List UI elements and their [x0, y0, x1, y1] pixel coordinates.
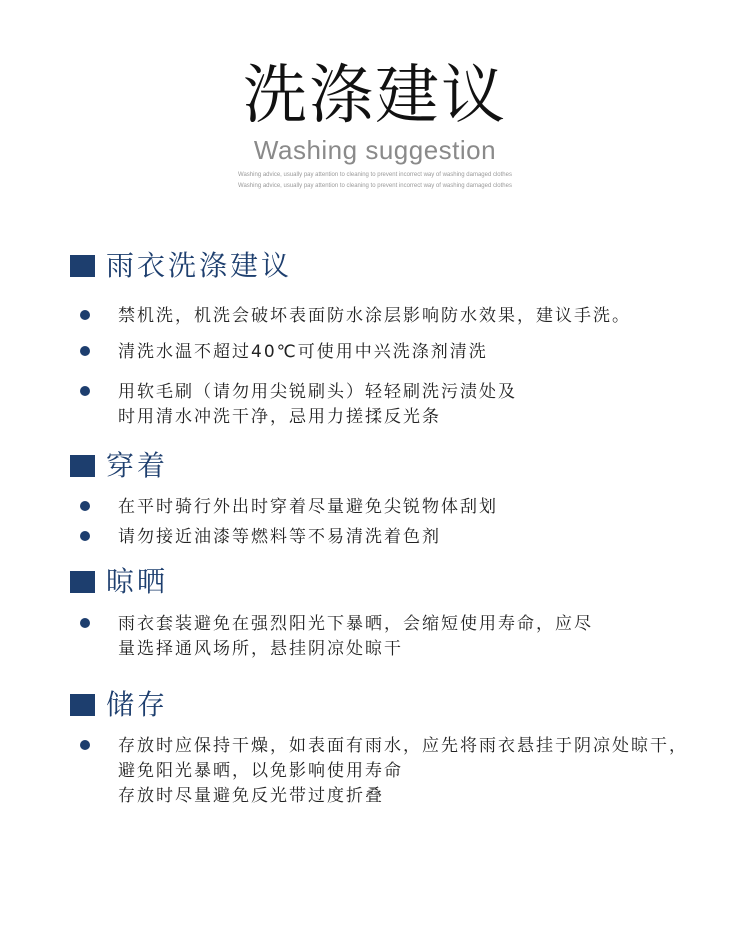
list-item-text: 禁机洗，机洗会破坏表面防水涂层影响防水效果，建议手洗。	[118, 306, 631, 326]
fine-print-line-2: Washing advice, usually pay attention to cleaning to prevent incorrect way of washing damaged clothes	[238, 183, 512, 189]
page-subtitle: Washing suggestion	[253, 135, 497, 165]
list-item	[80, 495, 740, 520]
section-title: 储存	[106, 688, 169, 721]
list-item-text: 量选择通风场所，悬挂阴凉处晾干	[118, 639, 403, 659]
section-title: 晾晒	[106, 565, 169, 598]
list-item-text: 在平时骑行外出时穿着尽量避免尖锐物体刮划	[118, 497, 498, 517]
fine-print-line-1: Washing advice, usually pay attention to cleaning to prevent incorrect way of washing damaged clothes	[238, 172, 512, 178]
section-title: 穿着	[106, 449, 169, 482]
list-item	[80, 734, 740, 809]
section-heading-storage	[70, 688, 168, 722]
list-item	[80, 340, 740, 365]
bullet-dot-icon	[80, 501, 90, 511]
section-heading-raincoat-washing	[70, 249, 292, 283]
bullet-dot-icon	[80, 618, 90, 628]
list-item	[80, 380, 740, 430]
list-item	[80, 612, 740, 662]
list-item	[80, 525, 740, 550]
list-item-text: 时用清水冲洗干净，忌用力搓揉反光条	[118, 407, 441, 427]
bullet-dot-icon	[80, 346, 90, 356]
list-item-text: 存放时尽量避免反光带过度折叠	[118, 786, 384, 806]
list-item-text: 避免阳光暴晒，以免影响使用寿命	[118, 761, 403, 781]
section-heading-drying	[70, 565, 168, 599]
bullet-dot-icon	[80, 740, 90, 750]
section-marker-icon	[70, 455, 95, 477]
list-item-text: 用软毛刷（请勿用尖锐刷头）轻轻刷洗污渍处及	[118, 382, 517, 402]
list-item-text: 请勿接近油漆等燃料等不易清洗着色剂	[118, 527, 441, 547]
bullet-dot-icon	[80, 310, 90, 320]
section-title: 雨衣洗涤建议	[106, 249, 293, 282]
section-marker-icon	[70, 571, 95, 593]
list-item	[80, 304, 740, 329]
bullet-dot-icon	[80, 531, 90, 541]
list-item-text: 清洗水温不超过40℃可使用中兴洗涤剂清洗	[118, 342, 488, 362]
list-item-text: 雨衣套装避免在强烈阳光下暴晒，会缩短使用寿命，应尽	[118, 614, 593, 634]
section-marker-icon	[70, 255, 95, 277]
section-heading-wearing	[70, 449, 168, 483]
section-marker-icon	[70, 694, 95, 716]
list-item-text: 存放时应保持干燥，如表面有雨水，应先将雨衣悬挂于阴凉处晾干，	[118, 736, 688, 756]
bullet-dot-icon	[80, 386, 90, 396]
page-title: 洗涤建议	[243, 59, 507, 133]
